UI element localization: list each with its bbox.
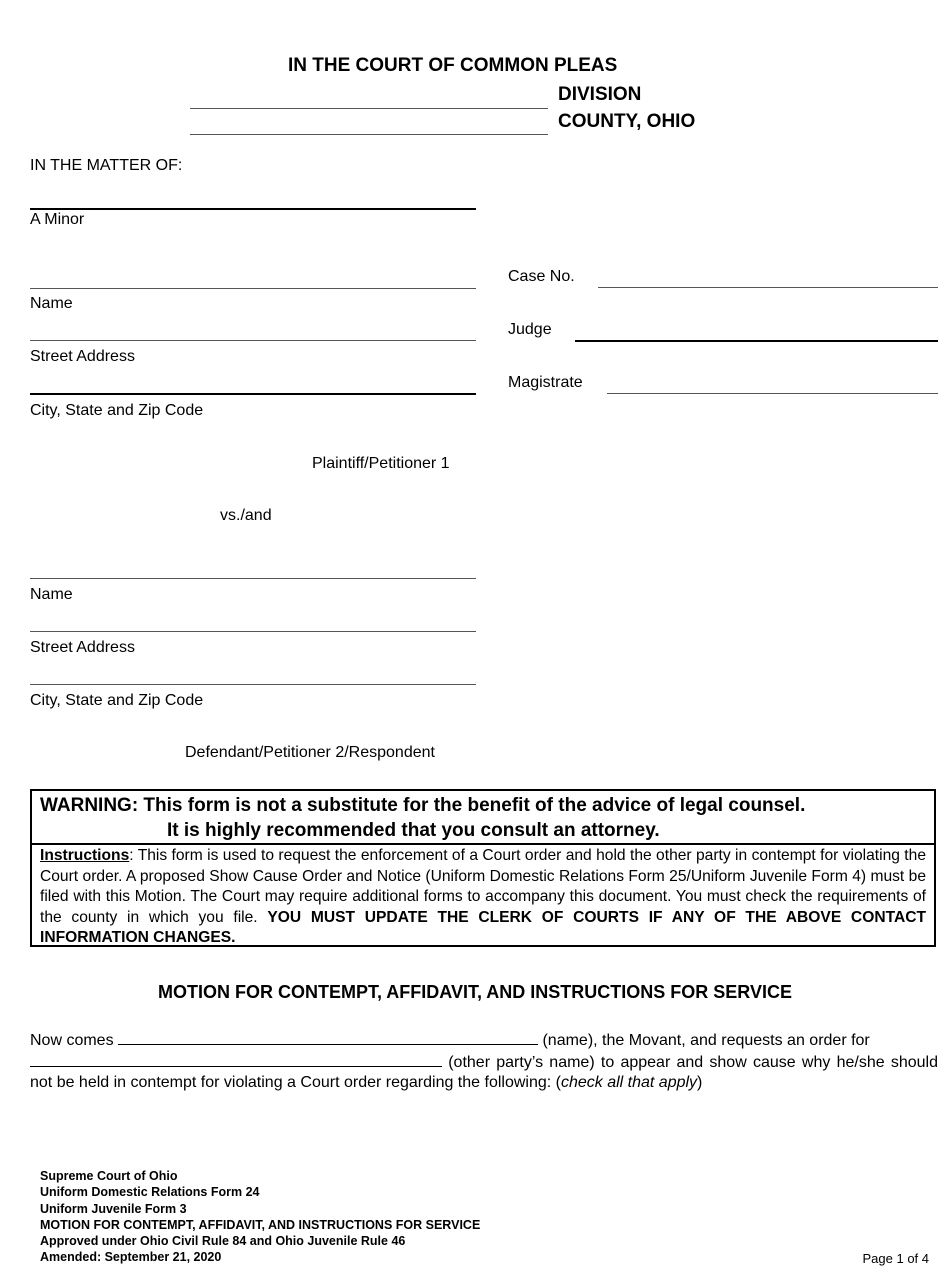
court-title: IN THE COURT OF COMMON PLEAS [288, 55, 618, 76]
instructions-label: Instructions [40, 847, 130, 864]
a-minor-label: A Minor [30, 211, 85, 228]
instructions-text: Instructions: This form is used to request the enforcement of a Court order and hold the other party in contempt for violating the Court order. A proposed Show Cause Order and Notice (Uniform Domestic Relations Form 25/Uniform Juvenile Form 4) must be filed with this Motion. The Court may require additional forms to accompany this document. You must check the requirements of the county in which you file. YOU MUST UPDATE THE CLERK OF COURTS IF ANY OF THE ABOVE CONTACT INFORMATION CHANGES. [40, 847, 927, 947]
county-blank[interactable] [190, 134, 548, 135]
p2-street-label: Street Address [30, 639, 135, 656]
motion-body: Now comes (name), the Movant, and requests an order for (other party’s name) to appear and show cause why he/she should not be held in contempt for violating a Court order regarding the following: (check all that apply) [30, 1032, 938, 1091]
p2-name-label: Name [30, 586, 73, 603]
magistrate-label: Magistrate [508, 374, 583, 391]
case-no-label: Case No. [508, 268, 575, 285]
judge-label: Judge [508, 321, 552, 338]
magistrate-blank[interactable] [607, 393, 938, 394]
form-footer: Supreme Court of Ohio Uniform Domestic Relations Form 24 Uniform Juvenile Form 3 MOTION FOR CONTEMPT, AFFIDAVIT, AND INSTRUCTIONS FOR SERVICE Approved under Ohio Civil Rule 84 and Ohio Juvenile Rule 46 Amended: September 21, 2020 [40, 1169, 481, 1265]
p1-city-blank[interactable] [30, 393, 476, 395]
p1-name-label: Name [30, 295, 73, 312]
vs-label: vs./and [220, 507, 272, 524]
p2-street-blank[interactable] [30, 631, 476, 632]
instructions-bold-notice: YOU MUST UPDATE THE CLERK OF COURTS IF ANY OF THE ABOVE CONTACT INFORMATION CHANGES. [40, 908, 927, 947]
judge-blank[interactable] [575, 340, 938, 342]
plaintiff-role-label: Plaintiff/Petitioner 1 [312, 455, 450, 472]
division-label: DIVISION [558, 84, 642, 105]
p1-street-blank[interactable] [30, 340, 476, 341]
p2-name-blank[interactable] [30, 578, 476, 579]
county-label: COUNTY, OHIO [558, 111, 696, 132]
division-blank[interactable] [190, 108, 548, 109]
p2-city-blank[interactable] [30, 684, 476, 685]
case-no-blank[interactable] [598, 287, 938, 288]
warning-line-1: WARNING: This form is not a substitute for the benefit of the advice of legal counsel. [40, 795, 806, 816]
defendant-role-label: Defendant/Petitioner 2/Respondent [185, 744, 435, 761]
warning-header [32, 791, 934, 845]
other-party-name-blank[interactable] [30, 1052, 442, 1067]
warning-box [30, 789, 936, 947]
page-number: Page 1 of 4 [862, 1251, 929, 1266]
p2-city-label: City, State and Zip Code [30, 692, 204, 709]
movant-name-blank[interactable] [118, 1030, 538, 1045]
warning-line-2: It is highly recommended that you consult an attorney. [167, 820, 660, 841]
p1-city-label: City, State and Zip Code [30, 402, 204, 419]
matter-of-label: IN THE MATTER OF: [30, 157, 183, 174]
p1-street-label: Street Address [30, 348, 135, 365]
p1-name-blank[interactable] [30, 288, 476, 289]
minor-name-blank[interactable] [30, 208, 476, 210]
motion-title: MOTION FOR CONTEMPT, AFFIDAVIT, AND INSTRUCTIONS FOR SERVICE [157, 982, 792, 1002]
